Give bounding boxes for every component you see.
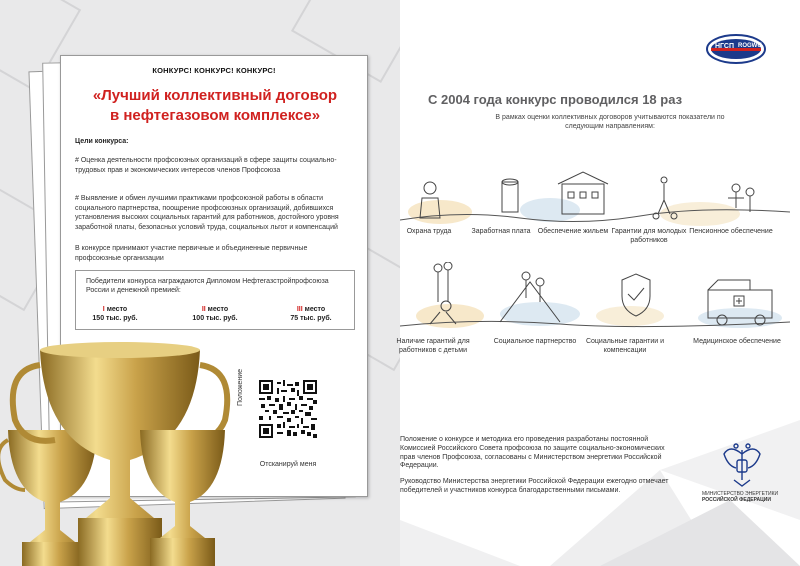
goal-item: # Выявление и обмен лучшими практиками профсоюзной работы в области социального партнерства, поощрение профсоюзных организаций, добившихся установления высоких социальных гарантий для работников, достойного уровня заработной платы, безопасных условий труда, социальных льгот и компенсаций — [75, 195, 339, 231]
indicator-label: Заработная плата — [471, 228, 531, 235]
indicator-label: Медицинское обеспечение — [693, 338, 781, 345]
contest-title-line1: «Лучший коллективный договор — [92, 87, 338, 104]
indicator-label: Социальные гарантии и компенсации — [585, 338, 665, 354]
place-word: место — [207, 306, 229, 313]
contest-header: КОНКУРС! КОНКУРС! КОНКУРС! — [152, 66, 276, 75]
participants-text: В конкурсе принимают участие первичные и объединенные первичные профсоюзные организации — [75, 245, 308, 262]
logo-text: НГСП — [715, 43, 735, 50]
indicator-label: Обеспечение жильем — [537, 228, 609, 235]
ministry-caption-line2: РОССИЙСКОЙ ФЕДЕРАЦИИ — [702, 497, 771, 503]
place-first — [80, 305, 150, 323]
directions-illustration-row1 — [400, 170, 790, 230]
goal-item: # Оценка деятельности профсоюзных организаций в сфере защиты социально-трудовых прав и экономических интересов членов Профсоюза — [75, 157, 337, 174]
contest-title — [83, 86, 347, 126]
indicator-label: Социальное партнерство — [493, 338, 577, 345]
regulation-text: Положение о конкурсе и методика его проведения разработаны постоянной Комиссией Российского Совета профсоюза по защите социально-экономических прав членов Профсоюза, согласованы с Министерством энергетики Российской Федерации. — [400, 436, 665, 470]
ministry-text: Руководство Министерства энергетики Российской Федерации ежегодно отмечает победителей и участников конкурса благодарственными письмами. — [400, 478, 669, 494]
indicator-label: Гарантии для молодых работников — [611, 228, 687, 244]
place-prize: 75 тыс. руб. — [290, 315, 332, 322]
place-third — [276, 305, 346, 323]
place-word: место — [106, 306, 128, 313]
right-title: С 2004 года конкурс проводился 18 раз — [428, 92, 683, 107]
place-second — [180, 305, 250, 323]
ministry-caption — [702, 491, 782, 503]
place-number: III — [296, 306, 303, 313]
place-number: II — [201, 306, 206, 313]
award-box — [75, 270, 355, 330]
ngsp-logo — [706, 34, 766, 64]
trophy-icon — [0, 330, 250, 566]
qr-code[interactable] — [259, 380, 317, 438]
place-word: место — [304, 306, 326, 313]
place-number: I — [102, 306, 105, 313]
place-prize: 150 тыс. руб. — [92, 315, 138, 322]
qr-side-label: Положение — [237, 369, 244, 406]
qr-code-icon — [259, 380, 317, 438]
directions-illustration-row2 — [400, 262, 790, 334]
indicator-label: Охрана труда — [406, 228, 452, 235]
ministry-caption-line1: МИНИСТЕРСТВО ЭНЕРГЕТИКИ — [702, 491, 779, 497]
double-headed-eagle-icon — [720, 440, 764, 488]
indicator-label: Пенсионное обеспечение — [689, 228, 773, 235]
contest-title-line2: в нефтегазовом комплексе» — [109, 107, 321, 124]
logo-text-latin: ROGWU — [738, 43, 762, 49]
indicator-label: Наличие гарантий для работников с детьми — [396, 338, 470, 354]
award-text: Победители конкурса награждаются Дипломом Нефтегазстройпрофсоюза России и денежной премией: — [86, 278, 329, 294]
place-prize: 100 тыс. руб. — [192, 315, 238, 322]
right-subtitle: В рамках оценки коллективных договоров учитываются показатели по следующим направлениям: — [495, 114, 725, 130]
goals-heading: Цели конкурса: — [75, 138, 129, 145]
qr-caption: Отсканируй меня — [259, 461, 317, 468]
